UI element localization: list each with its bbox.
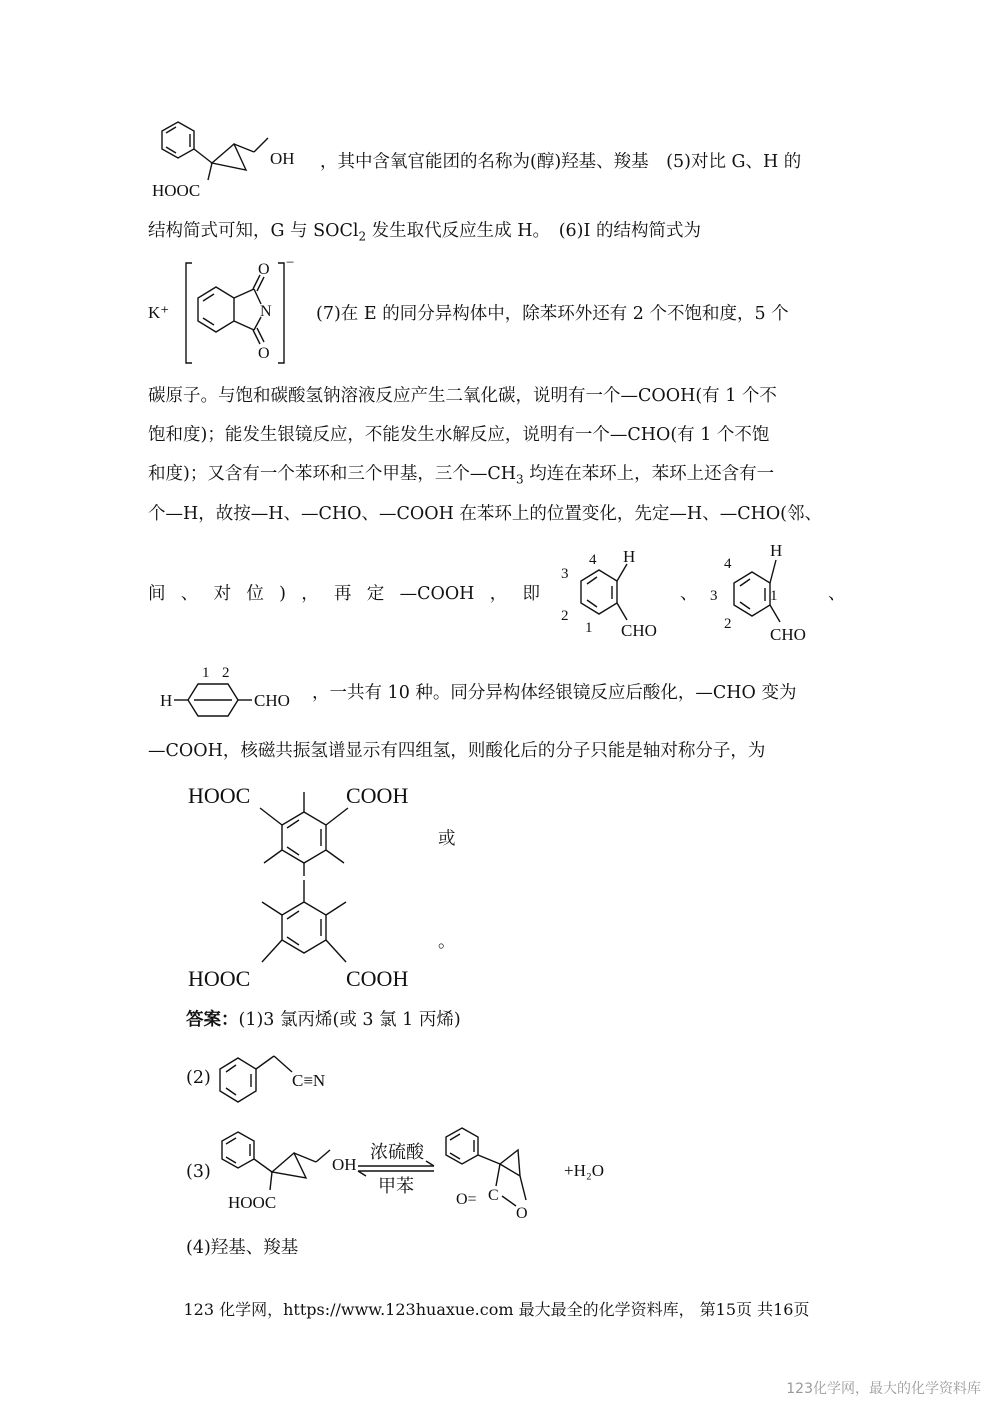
cho-label: CHO	[770, 625, 806, 644]
structure-benzaldehyde-meta	[708, 536, 838, 646]
text-line-8: 间 、 对 位 ) ， 再 定 —COOH ， 即	[148, 584, 540, 604]
answer-4: (4)羟基、羧基	[186, 1238, 299, 1258]
text-line-10: —COOH，核磁共振氢谱显示有四组氢，则酸化后的分子只能是轴对称分子，为	[148, 741, 766, 761]
oh-label: OH	[332, 1155, 357, 1174]
text-line-9: ，一共有 10 种。同分异构体经银镜反应后酸化，—CHO 变为	[312, 683, 797, 703]
structure-diacid-a	[186, 778, 436, 878]
structure-benzaldehyde-para	[158, 660, 318, 722]
answer-2-label: (2)	[186, 1068, 211, 1088]
text-line-1: ，其中含氧官能团的名称为(醇)羟基、羧基 (5)对比 G、H 的	[320, 152, 802, 172]
o-eq-label: O=	[456, 1191, 477, 1208]
cho-label: CHO	[621, 621, 657, 640]
o-bottom: O	[258, 345, 270, 362]
hooc-label: HOOC	[188, 966, 251, 991]
structure-diacid-b	[186, 880, 436, 995]
or-label: 或	[438, 829, 456, 849]
text-line-2: 结构简式可知，G 与 SOCl$_2$ 发生取代反应生成 H。 (6)I 的结构简式为	[148, 221, 701, 244]
o-top: O	[258, 261, 270, 278]
cn-label: C≡N	[292, 1071, 326, 1090]
pos-2: 2	[222, 665, 230, 681]
pos-2: 2	[724, 616, 732, 632]
text-line-5: 饱和度)；能发生银镜反应，不能发生水解反应，说明有一个—CHO(有 1 个不饱	[148, 425, 770, 445]
pos-1: 1	[585, 620, 593, 636]
cho-label: CHO	[254, 691, 290, 710]
pos-4: 4	[589, 552, 597, 568]
pos-1: 1	[202, 665, 210, 681]
reagent-top: 浓硫酸	[370, 1142, 424, 1162]
text-line-3: (7)在 E 的同分异构体中，除苯环外还有 2 个不饱和度，5 个	[316, 304, 789, 324]
structure-benzaldehyde-ortho	[555, 540, 685, 645]
text-line-4: 碳原子。与饱和碳酸氢钠溶液反应产生二氧化碳，说明有一个—COOH(有 1 个不	[148, 386, 777, 406]
answer-3-label: (3)	[186, 1162, 211, 1182]
pos-2: 2	[561, 608, 569, 624]
text-line-7: 个—H，故按—H、—CHO、—COOH 在苯环上的位置变化，先定—H、—CHO(邻、	[148, 504, 823, 524]
hooc-label: HOOC	[152, 181, 201, 200]
separator-2: 、	[828, 584, 846, 604]
structure-potassium-phthalimide	[148, 255, 308, 370]
k-plus-label: K⁺	[148, 303, 170, 322]
page-footer: 123 化学网，https://www.123huaxue.com 最大最全的化学资料库， 第15页 共16页	[183, 1300, 810, 1319]
separator-1: 、	[680, 584, 698, 604]
minus-sign: −	[286, 255, 295, 271]
hooc-label: HOOC	[188, 783, 251, 808]
o-ring-label: O	[516, 1205, 528, 1222]
hooc-label: HOOC	[228, 1193, 277, 1212]
answer-1: 答案：(1)3 氯丙烯(或 3 氯 1 丙烯)	[186, 1010, 461, 1030]
pos-3: 3	[561, 566, 569, 582]
water-label: +H₂O	[564, 1161, 605, 1180]
period-mark: 。	[438, 932, 456, 952]
pos-1: 1	[770, 588, 778, 604]
watermark: 123化学网，最大的化学资料库	[786, 1381, 981, 1397]
c-label: C	[488, 1187, 499, 1204]
reagent-bottom: 甲苯	[378, 1176, 414, 1196]
pos-4: 4	[724, 556, 732, 572]
structure-cyclopropane-alcohol	[150, 118, 330, 208]
h-label: H	[160, 691, 173, 710]
pos-3: 3	[710, 588, 718, 604]
structure-benzyl-cyanide	[212, 1046, 372, 1108]
n-label: N	[260, 303, 272, 320]
oh-label: OH	[270, 149, 295, 168]
structure-reaction	[212, 1120, 632, 1220]
text-line-6: 和度)；又含有一个苯环和三个甲基，三个$—CH_3$ 均连在苯环上，苯环上还含有一	[148, 464, 775, 487]
cooh-label: COOH	[346, 966, 409, 991]
h-label: H	[623, 547, 636, 566]
cooh-label: COOH	[346, 783, 409, 808]
h-label: H	[770, 541, 783, 560]
